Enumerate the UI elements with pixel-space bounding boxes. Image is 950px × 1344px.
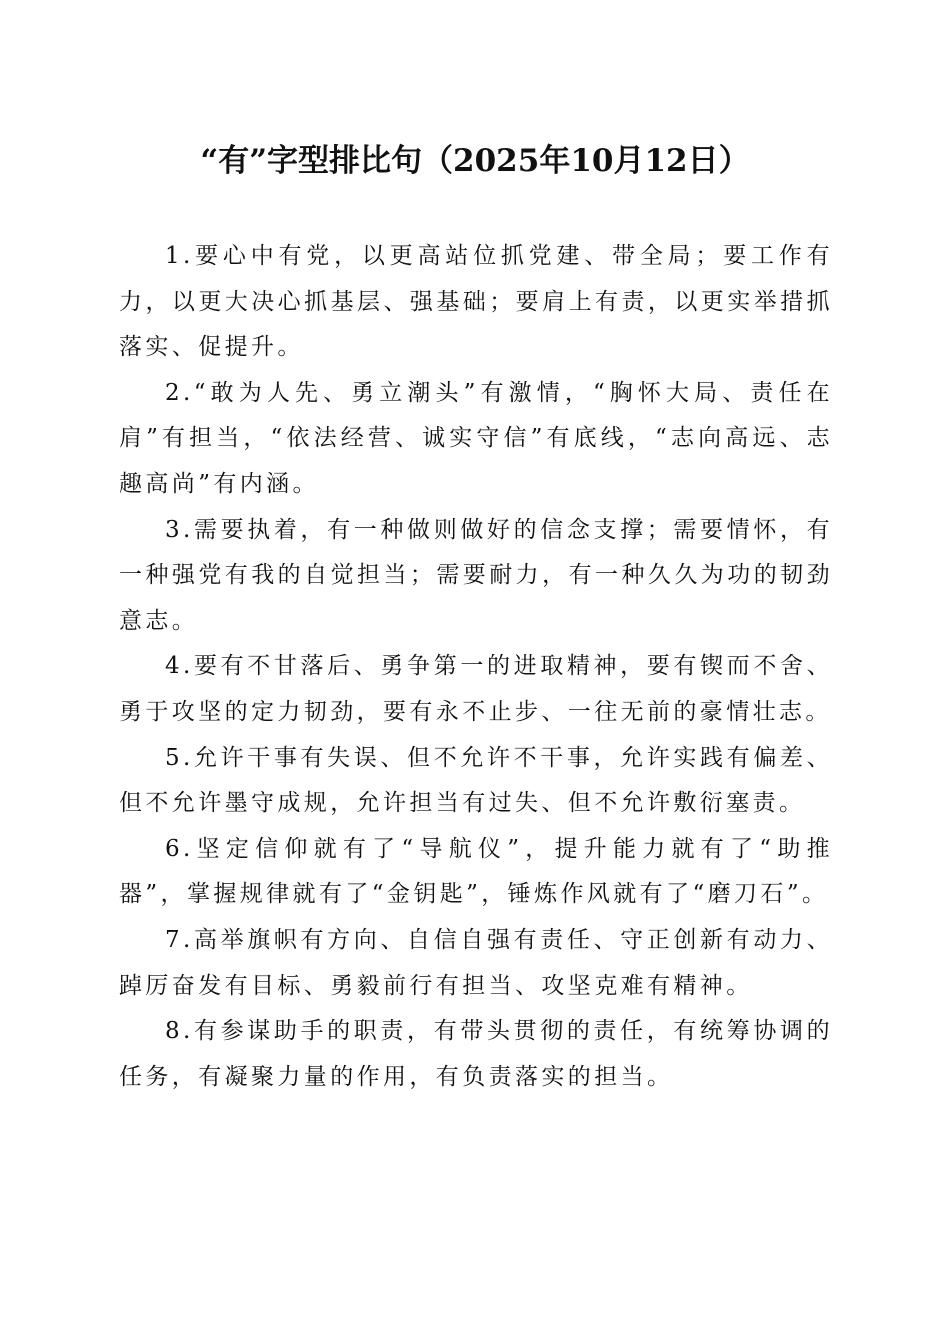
paragraph-6: 6.坚定信仰就有了“导航仪”，提升能力就有了“助推器”，掌握规律就有了“金钥匙”，锤炼作风就有了“磨刀石”。 [119,835,833,908]
paragraph-4: 4.要有不甘落后、勇争第一的进取精神，要有锲而不舍、勇于攻坚的定力韧劲，要有永不止步、一往无前的豪情壮志。 [119,653,833,725]
document-title: “有”字型排比句（2025年10月12日） [200,143,750,179]
paragraph-1: 1.要心中有党，以更高站位抓党建、带全局；要工作有力，以更大决心抓基层、强基础；要肩上有责，以更实举措抓落实、促提升。 [119,243,833,361]
paragraph-7: 7.高举旗帜有方向、自信自强有责任、守正创新有动力、踔厉奋发有目标、勇毅前行有担当、攻坚克难有精神。 [119,926,833,999]
paragraph-3: 3.需要执着，有一种做则做好的信念支撑；需要情怀，有一种强党有我的自觉担当；需要耐力，有一种久久为功的韧劲意志。 [119,516,833,634]
paragraph-5: 5.允许干事有失误、但不允许不干事，允许实践有偏差、但不允许墨守成规，允许担当有过失、但不允许敷衍塞责。 [119,744,833,817]
document-body [119,234,833,1100]
paragraph-8: 8.有参谋助手的职责，有带头贯彻的责任，有统筹协调的任务，有凝聚力量的作用，有负责落实的担当。 [119,1018,833,1090]
paragraph-2: 2.“敢为人先、勇立潮头”有激情，“胸怀大局、责任在肩”有担当，“依法经营、诚实守信”有底线，“志向高远、志趣高尚”有内涵。 [119,379,833,497]
